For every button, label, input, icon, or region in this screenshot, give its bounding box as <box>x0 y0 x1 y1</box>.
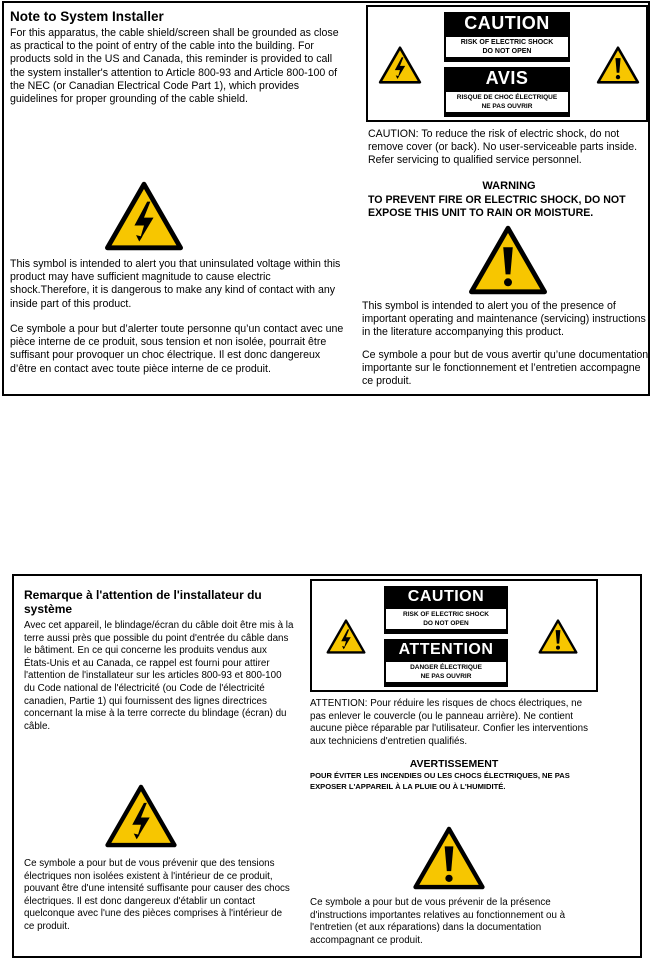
installer-note-text: For this apparatus, the cable shield/screen shall be grounded as close as practical to the point of entry of the cable into the building. For products sold in the US and Canada, this reminder is provided to call the system installer's attention to Article 800-93 and Article 800-100 of the NEC (or Canadian Electrical Code Part 1), which provides guidelines for proper grounding of the cable shield. <box>10 27 339 106</box>
exclamation-description-fr: Ce symbole a pour but de vous avertir qu’une documentation importante sur le fonctionnement et l’entretien accompagne ce produit. <box>362 349 649 388</box>
exclamation-description-en: This symbol is intended to alert you of the presence of important operating and maintenance (servicing) instructions in the literature accompanying this product. <box>362 300 646 339</box>
attention-text: ATTENTION: Pour réduire les risques de chocs électriques, ne pas enlever le couvercle (ou le panneau arrière). Ne contient aucune pièce réparable par l'utilisateur. Confier les interventions aux techniciens d'entretien qualifiés. <box>310 698 588 747</box>
warning-text-fr: POUR ÉVITER LES INCENDIES OU LES CHOCS ÉLECTRIQUES, NE PAS EXPOSER L'APPAREIL À LA PLUIE OU À L'HUMIDITÉ. <box>310 771 570 791</box>
installer-note-title: Note to System Installer <box>10 9 164 24</box>
attention-title: ATTENTION <box>398 641 494 658</box>
lightning-triangle-icon <box>104 181 184 251</box>
lightning-triangle-icon <box>326 619 366 654</box>
exclamation-triangle-icon <box>468 225 548 295</box>
attention-label <box>310 579 598 692</box>
attention-block <box>384 639 508 687</box>
exclamation-description-fr-panel: Ce symbole a pour but de vous prévenir de la présence d'instructions importantes relatives au fonctionnement ou à l'entretien (et aux réparations) dans la documentation accompagnant ce produit. <box>310 897 566 946</box>
exclamation-triangle-icon <box>412 826 486 890</box>
lightning-description-fr: Ce symbole a pour but d’alerter toute personne qu’un contact avec une pièce interne de ce produit, sous tension et non isolée, pourrait être suffisant pour provoquer un choc électrique. Il est donc dangereux d’être en contact avec toute pièce interne de ce produit. <box>10 323 344 375</box>
installer-note-text-fr: Avec cet appareil, le blindage/écran du câble doit être mis à la terre aussi près que possible du point d'entrée du câble dans le bâtiment. En ce qui concerne les produits vendus aux États-Unis et au Canada, ce rappel est fourni pour attirer l'attention de l'installateur sur les articles 800-93 et 800-100 du Code national de l'électricité (ou Code de l'électricité canadien, Partie 1) qui fournissent des lignes directrices concernant la mise à la terre correcte du blindage (écran) du câble. <box>24 620 294 732</box>
installer-note-title-fr: Remarque à l'attention de l'installateur du système <box>24 588 262 616</box>
exclamation-triangle-icon <box>538 619 578 654</box>
caution-title-fr: CAUTION <box>407 588 485 605</box>
french-notice-panel <box>12 574 642 958</box>
avis-block <box>444 67 570 117</box>
lightning-triangle-icon <box>104 784 178 848</box>
avis-title: AVIS <box>485 68 529 88</box>
caution-subtitle-fr: RISK OF ELECTRIC SHOCK DO NOT OPEN <box>386 609 506 629</box>
attention-subtitle: DANGER ÉLECTRIQUE NE PAS OUVRIR <box>386 662 506 682</box>
caution-label <box>366 5 648 122</box>
warning-text: TO PREVENT FIRE OR ELECTRIC SHOCK, DO NOT EXPOSE THIS UNIT TO RAIN OR MOISTURE. <box>368 194 626 220</box>
exclamation-triangle-icon <box>596 46 640 84</box>
warning-title-fr: AVERTISSEMENT <box>409 758 499 770</box>
caution-subtitle: RISK OF ELECTRIC SHOCK DO NOT OPEN <box>446 37 568 57</box>
caution-block-fr <box>384 586 508 634</box>
caution-block <box>444 12 570 62</box>
lightning-triangle-icon <box>378 46 422 84</box>
english-notice-panel <box>2 1 650 396</box>
caution-title: CAUTION <box>464 13 550 33</box>
warning-title: WARNING <box>482 180 536 192</box>
caution-text: CAUTION: To reduce the risk of electric shock, do not remove cover (or back). No user-serviceable parts inside. Refer servicing to qualified service personnel. <box>368 128 638 167</box>
lightning-description-en: This symbol is intended to alert you that uninsulated voltage within this product may have sufficient magnitude to cause electric shock.Therefore, it is dangerous to make any kind of contact with any inside part of this product. <box>10 258 341 310</box>
avis-subtitle: RISQUE DE CHOC ÉLECTRIQUE NE PAS OUVRIR <box>446 92 568 112</box>
lightning-description-fr-panel: Ce symbole a pour but de vous prévenir que des tensions électriques non isolées existent à l'intérieur de ce produit, pouvant être d'une intensité suffisante pour causer des chocs électriques. Il est donc dangereux d'établir un contact quelconque avec l'une des pièces comprises à l'intérieur de ce produit. <box>24 858 290 932</box>
